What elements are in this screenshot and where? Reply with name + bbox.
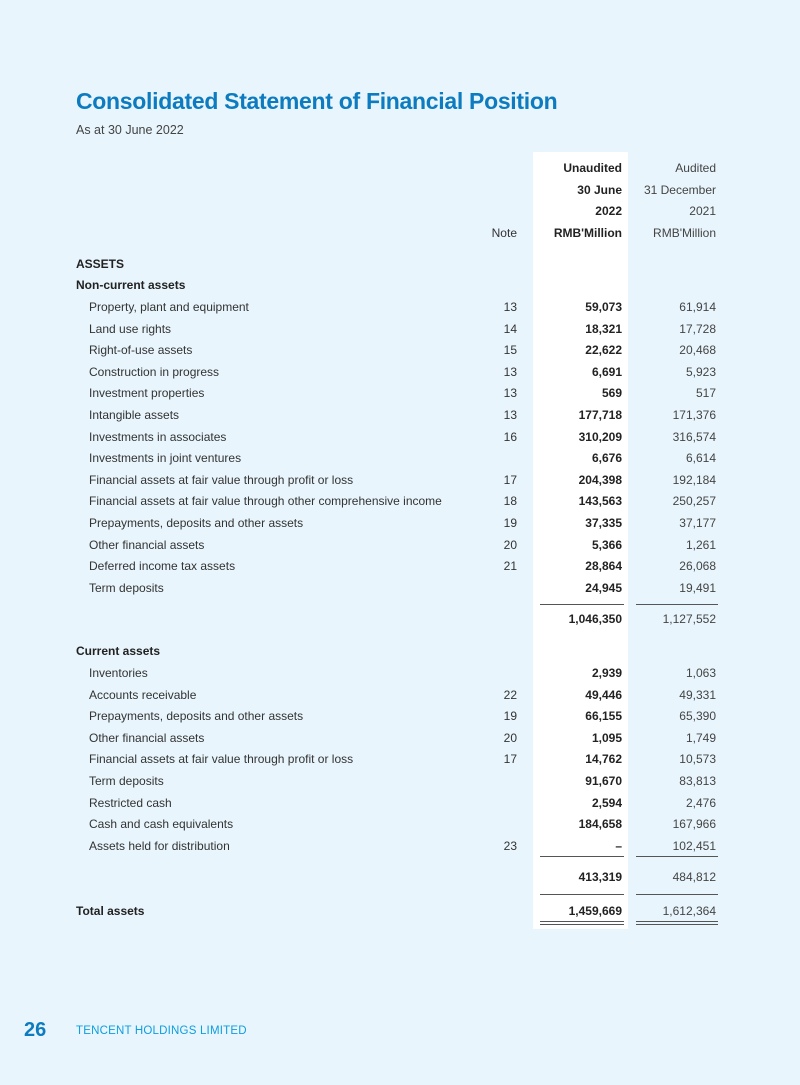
row-note: 19 [503, 516, 517, 530]
row-note: 17 [503, 472, 517, 487]
row-audited-value: 250,257 [672, 494, 716, 509]
row-unaudited-value: 2,939 [591, 666, 622, 680]
table-row [0, 705, 800, 727]
total-double-line-audited [636, 921, 718, 925]
table-row [0, 404, 800, 426]
current-label: Current assets [76, 644, 161, 658]
row-unaudited-value: 143,563 [578, 494, 622, 509]
header-row-3 [0, 200, 800, 222]
audited-year: 2021 [689, 204, 716, 218]
total-top-line-audited [636, 894, 718, 895]
row-unaudited-value: 28,864 [585, 559, 622, 574]
row-note: 14 [503, 321, 517, 336]
audited-unit: RMB'Million [653, 226, 716, 240]
row-label: Cash and cash equivalents [89, 817, 234, 832]
header-row-2 [0, 179, 800, 201]
row-label: Intangible assets [89, 408, 180, 422]
row-note: 22 [503, 687, 517, 702]
row-label: Right-of-use assets [89, 343, 193, 358]
row-audited-value: 5,923 [685, 364, 716, 379]
table-row [0, 447, 800, 469]
row-note: 13 [503, 364, 517, 379]
row-audited-value: 171,376 [672, 408, 716, 422]
row-unaudited-value: 24,945 [585, 580, 622, 595]
total-top-line-unaudited [540, 894, 624, 895]
row-unaudited-value: 177,718 [578, 408, 622, 422]
row-label: Financial assets at fair value through profit or loss [89, 752, 354, 767]
row-unaudited-value: 59,073 [585, 300, 622, 314]
unaudited-year: 2022 [595, 204, 622, 218]
row-label: Property, plant and equipment [89, 300, 249, 314]
row-unaudited-value: 91,670 [585, 774, 622, 788]
row-audited-value: 26,068 [679, 559, 716, 574]
row-label: Financial assets at fair value through profit or loss [89, 472, 354, 487]
row-label: Accounts receivable [89, 687, 197, 702]
current-subtotal-line-unaudited [540, 856, 624, 857]
audited-header: Audited [675, 161, 716, 175]
row-audited-value: 1,749 [685, 730, 716, 745]
row-note: 13 [503, 386, 517, 401]
current-total-unaudited: 413,319 [578, 870, 622, 884]
current-heading [0, 640, 800, 662]
table-row [0, 813, 800, 835]
row-unaudited-value: 2,594 [591, 795, 622, 810]
table-row [0, 792, 800, 814]
assets-label: ASSETS [76, 257, 125, 271]
row-note: 16 [503, 429, 517, 444]
unaudited-date: 30 June [577, 183, 622, 197]
row-audited-value: 10,573 [679, 752, 716, 767]
row-note: 18 [503, 494, 517, 509]
row-unaudited-value: 6,676 [591, 451, 622, 466]
row-label: Term deposits [89, 580, 164, 595]
table-row [0, 426, 800, 448]
row-note: 17 [503, 752, 517, 767]
row-label: Other financial assets [89, 730, 205, 745]
table-row [0, 296, 800, 318]
table-row [0, 577, 800, 599]
non-current-total-audited: 1,127,552 [662, 612, 716, 626]
row-unaudited-value: 5,366 [591, 537, 622, 552]
total-assets-unaudited: 1,459,669 [568, 904, 622, 918]
row-audited-value: 167,966 [672, 817, 716, 832]
table-row [0, 684, 800, 706]
row-unaudited-value: 6,691 [591, 364, 622, 379]
row-unaudited-value: – [615, 838, 622, 853]
row-label: Deferred income tax assets [89, 559, 236, 574]
non-current-total-unaudited: 1,046,350 [568, 612, 622, 626]
total-assets-row [0, 900, 800, 922]
row-unaudited-value: 184,658 [578, 817, 622, 832]
row-label: Investment properties [89, 386, 205, 401]
row-label: Land use rights [89, 321, 172, 336]
table-row [0, 339, 800, 361]
unaudited-unit: RMB'Million [553, 226, 622, 240]
company-name: TENCENT HOLDINGS LIMITED [76, 1025, 247, 1037]
row-label: Inventories [89, 666, 148, 680]
table-row [0, 469, 800, 491]
row-label: Term deposits [89, 774, 164, 788]
row-unaudited-value: 37,335 [585, 516, 622, 530]
row-note: 20 [503, 537, 517, 552]
row-audited-value: 192,184 [672, 472, 716, 487]
row-unaudited-value: 1,095 [591, 730, 622, 745]
table-row [0, 555, 800, 577]
row-label: Prepayments, deposits and other assets [89, 516, 304, 530]
row-audited-value: 6,614 [685, 451, 716, 466]
row-audited-value: 517 [695, 386, 716, 401]
unaudited-header: Unaudited [563, 161, 622, 175]
row-label: Financial assets at fair value through other comprehensive income [89, 494, 442, 509]
row-label: Restricted cash [89, 795, 172, 810]
table-row [0, 512, 800, 534]
row-unaudited-value: 22,622 [585, 343, 622, 358]
page-number: 26 [24, 1019, 47, 1041]
row-unaudited-value: 569 [601, 386, 622, 401]
non-current-heading [0, 274, 800, 296]
row-note: 23 [503, 838, 517, 853]
audited-date: 31 December [643, 183, 716, 197]
assets-heading [0, 253, 800, 275]
non-current-label: Non-current assets [76, 278, 186, 292]
row-unaudited-value: 204,398 [578, 472, 622, 487]
row-audited-value: 102,451 [672, 838, 716, 853]
row-note: 20 [503, 730, 517, 745]
table-row [0, 361, 800, 383]
header-row-4 [0, 222, 800, 244]
row-audited-value: 37,177 [679, 516, 716, 530]
subtotal-line-audited [636, 604, 718, 605]
row-label: Other financial assets [89, 537, 205, 552]
row-audited-value: 20,468 [679, 343, 716, 358]
table-row [0, 727, 800, 749]
row-audited-value: 83,813 [679, 774, 716, 788]
row-audited-value: 2,476 [685, 795, 716, 810]
row-label: Prepayments, deposits and other assets [89, 709, 304, 724]
row-unaudited-value: 49,446 [585, 687, 622, 702]
table-row [0, 662, 800, 684]
total-assets-label: Total assets [76, 904, 145, 918]
row-label: Investments in associates [89, 429, 227, 444]
row-note: 19 [503, 709, 517, 724]
total-assets-audited: 1,612,364 [662, 904, 716, 918]
row-unaudited-value: 310,209 [578, 429, 622, 444]
row-label: Assets held for distribution [89, 838, 230, 853]
subtotal-line-unaudited [540, 604, 624, 605]
page-title: Consolidated Statement of Financial Position [76, 88, 558, 114]
row-audited-value: 65,390 [679, 709, 716, 724]
row-label: Construction in progress [89, 364, 220, 379]
row-audited-value: 1,063 [685, 666, 716, 680]
row-unaudited-value: 14,762 [585, 752, 622, 767]
table-row [0, 318, 800, 340]
row-audited-value: 19,491 [679, 580, 716, 595]
table-row [0, 382, 800, 404]
header-row-1 [0, 157, 800, 179]
row-audited-value: 17,728 [679, 321, 716, 336]
non-current-total-row [0, 608, 800, 630]
current-total-audited: 484,812 [672, 870, 716, 884]
table-row [0, 748, 800, 770]
note-header: Note [491, 226, 517, 240]
row-note: 21 [503, 559, 517, 574]
row-unaudited-value: 66,155 [585, 709, 622, 724]
row-audited-value: 316,574 [672, 429, 716, 444]
row-label: Investments in joint ventures [89, 451, 242, 466]
table-row [0, 835, 800, 857]
row-audited-value: 61,914 [679, 300, 716, 314]
row-unaudited-value: 18,321 [585, 321, 622, 336]
row-note: 13 [503, 408, 517, 422]
row-audited-value: 49,331 [679, 687, 716, 702]
row-note: 13 [503, 300, 517, 314]
table-row [0, 534, 800, 556]
current-total-row [0, 866, 800, 888]
table-row [0, 490, 800, 512]
current-subtotal-line-audited [636, 856, 718, 857]
table-row [0, 770, 800, 792]
page-subtitle: As at 30 June 2022 [76, 123, 184, 137]
row-audited-value: 1,261 [685, 537, 716, 552]
total-double-line-unaudited [540, 921, 624, 925]
row-note: 15 [503, 343, 517, 358]
